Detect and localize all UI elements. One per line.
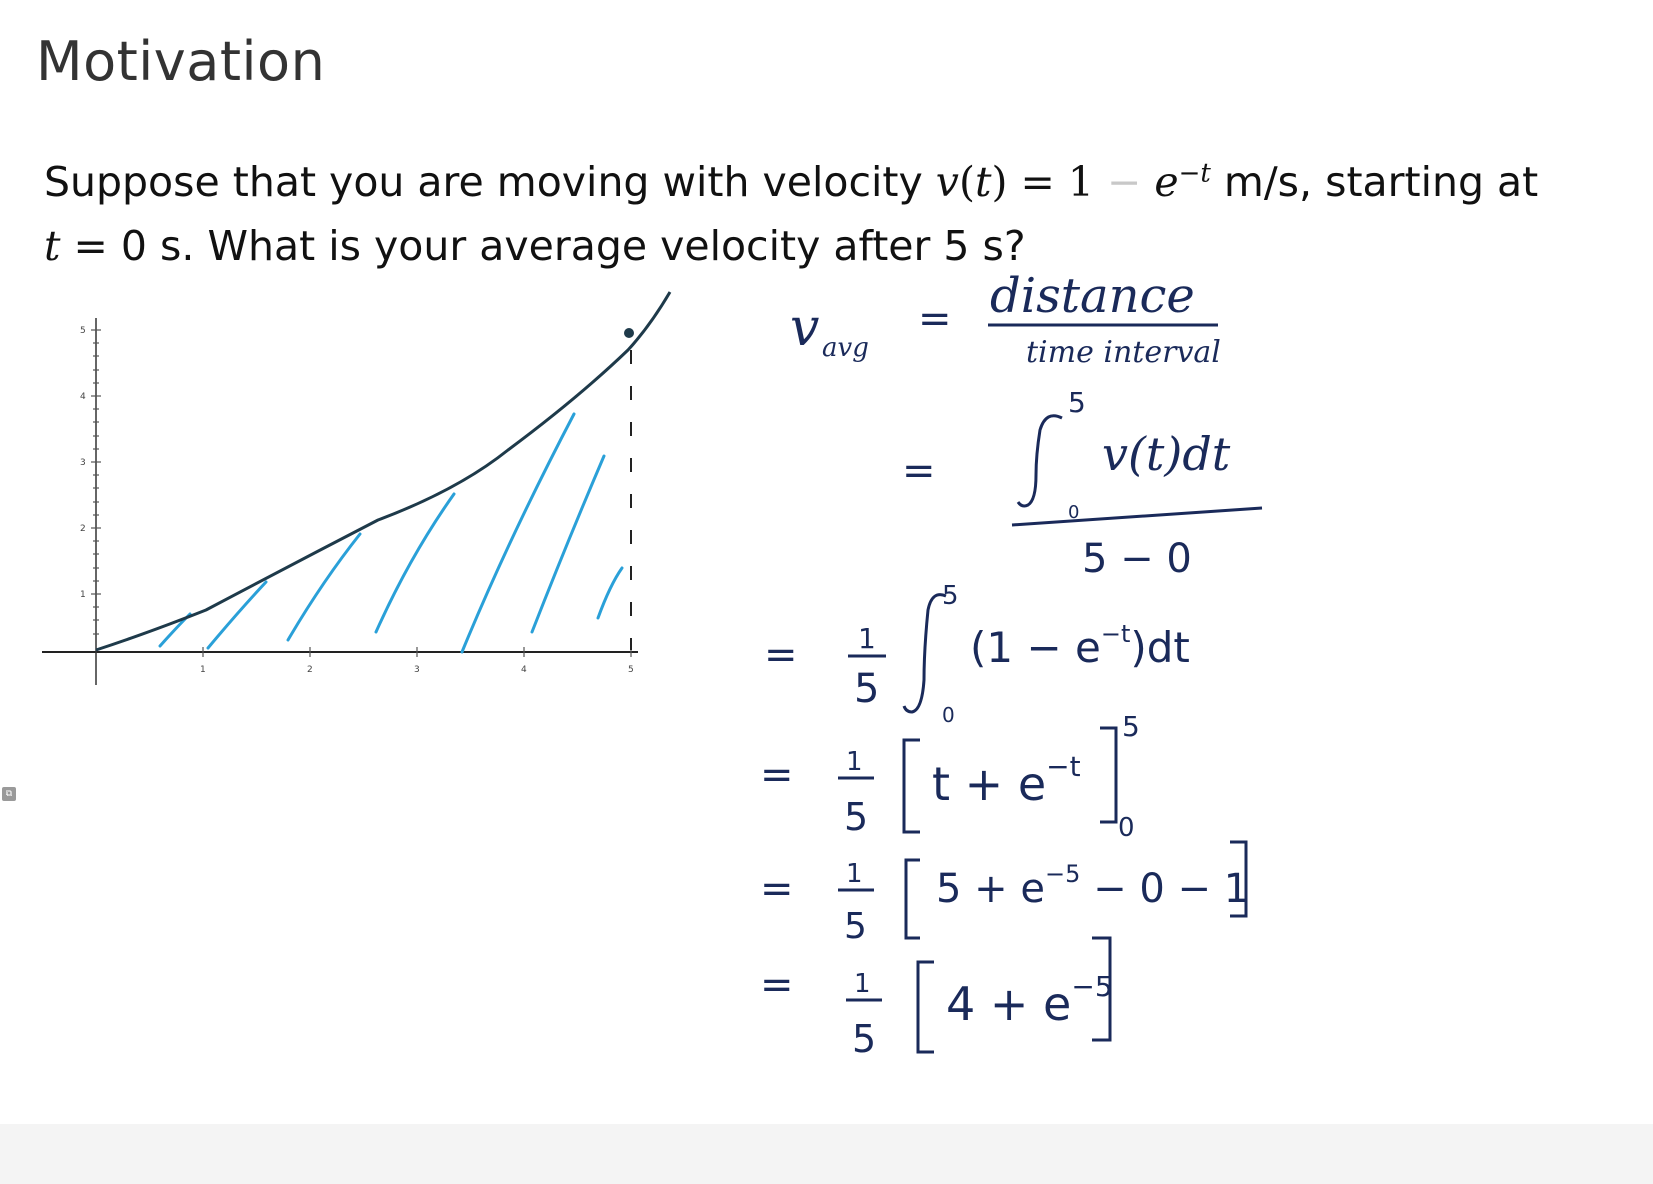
equals-sign: =: [902, 448, 936, 494]
time-interval-text: time interval: [1026, 335, 1221, 370]
x-tick-label: 3: [414, 665, 420, 675]
area-shading: [160, 414, 622, 652]
integral-lower: 0: [1068, 502, 1080, 523]
integral-sign: [904, 595, 946, 712]
handwritten-work: [740, 270, 1320, 1070]
x-tick-label: 2: [307, 665, 313, 675]
y-tick-label: 2: [80, 524, 86, 534]
left-bracket: [906, 860, 920, 938]
x-tick-label: 4: [521, 665, 527, 675]
integral-upper: 5: [942, 581, 959, 611]
equals-sign: =: [760, 866, 794, 912]
fraction-bar: [1012, 508, 1262, 525]
bracket-expression: $4 + e^{-5}$: [946, 970, 1113, 1031]
bracket-upper: 5: [1122, 710, 1140, 743]
one-fifth-denominator: 5: [844, 906, 867, 947]
equals-sign: =: [918, 296, 952, 342]
one-fifth-denominator: 5: [844, 795, 869, 839]
expand-icon[interactable]: ⧉: [2, 787, 16, 801]
velocity-curve: [96, 292, 670, 650]
x-tick-label: 5: [628, 665, 634, 675]
slide-title: Motivation: [36, 30, 326, 93]
equals-sign: =: [760, 752, 794, 798]
integrand-expression: $(1 - e^{-t})dt$: [970, 620, 1190, 672]
bracket-lower: 0: [1118, 813, 1135, 843]
one-fifth-numerator: 1: [854, 969, 871, 999]
y-tick-label: 4: [80, 392, 86, 402]
one-fifth-numerator: 1: [846, 859, 863, 889]
one-fifth-denominator: 5: [854, 666, 880, 712]
bracket-expression: $t + e^{-t}$: [932, 750, 1081, 811]
left-bracket: [918, 962, 934, 1052]
x-tick-label: 1: [200, 665, 206, 675]
v-avg-subscript: avg: [822, 333, 869, 363]
problem-line-2: t = 0 s. What is your average velocity after 5 s?: [44, 222, 1026, 270]
right-bracket: [1100, 728, 1116, 822]
endpoint-marker: [624, 328, 634, 338]
bottom-bar: [0, 1124, 1653, 1184]
left-bracket: [904, 740, 920, 832]
equals-sign: =: [760, 962, 794, 1008]
bracket-expression: $5 + e^{-5} - 0 - 1$: [936, 860, 1250, 912]
y-tick-label: 5: [80, 326, 86, 336]
velocity-graph: [38, 290, 698, 700]
one-fifth-numerator: 1: [858, 622, 876, 655]
y-tick-label: 1: [80, 590, 86, 600]
equals-sign: =: [764, 632, 798, 678]
integral-sign: [1018, 416, 1062, 506]
y-tick-label: 3: [80, 458, 86, 468]
one-fifth-numerator: 1: [846, 747, 863, 777]
denominator: 5 − 0: [1082, 536, 1192, 582]
problem-statement: [44, 150, 1624, 278]
integral-upper: 5: [1068, 386, 1086, 419]
v-avg-symbol: v: [790, 298, 820, 358]
distance-text: distance: [990, 270, 1195, 324]
integral-lower: 0: [942, 703, 955, 727]
one-fifth-denominator: 5: [852, 1017, 877, 1061]
integrand-vt: v(t)dt: [1102, 427, 1231, 481]
problem-line-1: Suppose that you are moving with velocity $v(t) = 1 - e^{-t}$ m/s, starting at: [44, 158, 1539, 206]
